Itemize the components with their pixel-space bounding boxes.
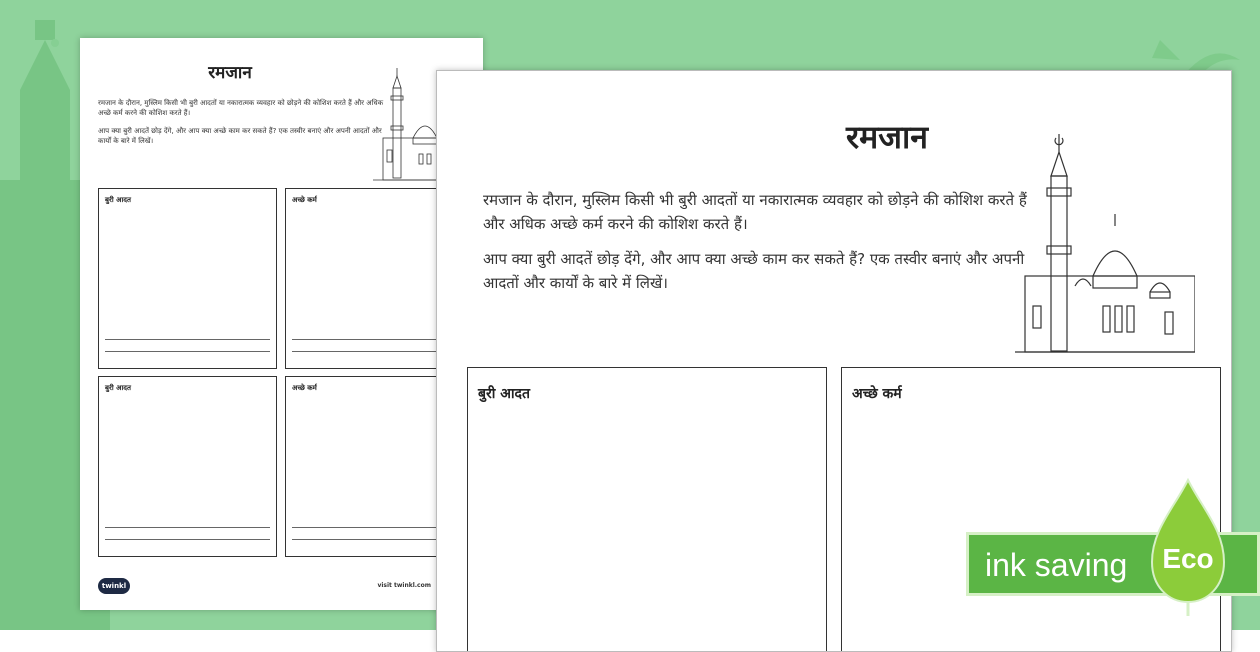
- bad-habit-box[interactable]: [98, 376, 277, 557]
- preview-intro-paragraph: रमजान के दौरान, मुस्लिम किसी भी बुरी आदतों या नकारात्मक व्यवहार को छोड़ने की कोशिश करते हैं और अधिक अच्छे कर्म करने की कोशिश करते हैं।: [483, 191, 1027, 233]
- ink-saving-text: ink saving: [985, 547, 1128, 583]
- eco-label: Eco: [1162, 543, 1214, 574]
- preview-bad-habit-label: बुरी आदत: [478, 386, 530, 402]
- bad-habit-label: बुरी आदत: [105, 196, 131, 204]
- writing-line: [105, 351, 270, 352]
- bad-habit-label: बुरी आदत: [105, 384, 131, 392]
- worksheet-instructions-paragraph: आप क्या बुरी आदतें छोड़ देंगे, और आप क्या अच्छे काम कर सकते हैं? एक तस्वीर बनाएं और अपनी आदतों और कार्यों के बारे में लिखें।: [98, 127, 382, 146]
- worksheet-footer: [98, 576, 465, 596]
- worksheet-page: [80, 38, 483, 610]
- good-deed-label: अच्छे कर्म: [292, 196, 317, 204]
- twinkl-logo: twinkl: [98, 578, 130, 594]
- preview-bad-habit-box[interactable]: [467, 367, 827, 652]
- preview-instructions-paragraph: आप क्या बुरी आदतें छोड़ देंगे, और आप क्या अच्छे काम कर सकते हैं? एक तस्वीर बनाएं और अपनी आदतों और कार्यों के बारे में लिखें।: [483, 250, 1025, 292]
- worksheet-intro-paragraph: रमजान के दौरान, मुस्लिम किसी भी बुरी आदतों या नकारात्मक व्यवहार को छोड़ने की कोशिश करते हैं और अधिक अच्छे कर्म करने की कोशिश करते हैं।: [98, 99, 384, 118]
- writing-line: [105, 527, 270, 528]
- writing-line: [292, 351, 457, 352]
- preview-title: रमजान: [845, 118, 929, 156]
- footer-url: visit twinkl.com: [377, 582, 431, 589]
- worksheet-title: रमजान: [208, 63, 252, 83]
- good-deed-label: अच्छे कर्म: [292, 384, 317, 392]
- preview-good-deed-label: अच्छे कर्म: [852, 386, 902, 402]
- preview-mosque-illustration: [1015, 116, 1195, 356]
- writing-line: [292, 539, 457, 540]
- bad-habit-box[interactable]: [98, 188, 277, 369]
- writing-line: [292, 527, 457, 528]
- writing-line: [105, 539, 270, 540]
- writing-line: [105, 339, 270, 340]
- writing-line: [292, 339, 457, 340]
